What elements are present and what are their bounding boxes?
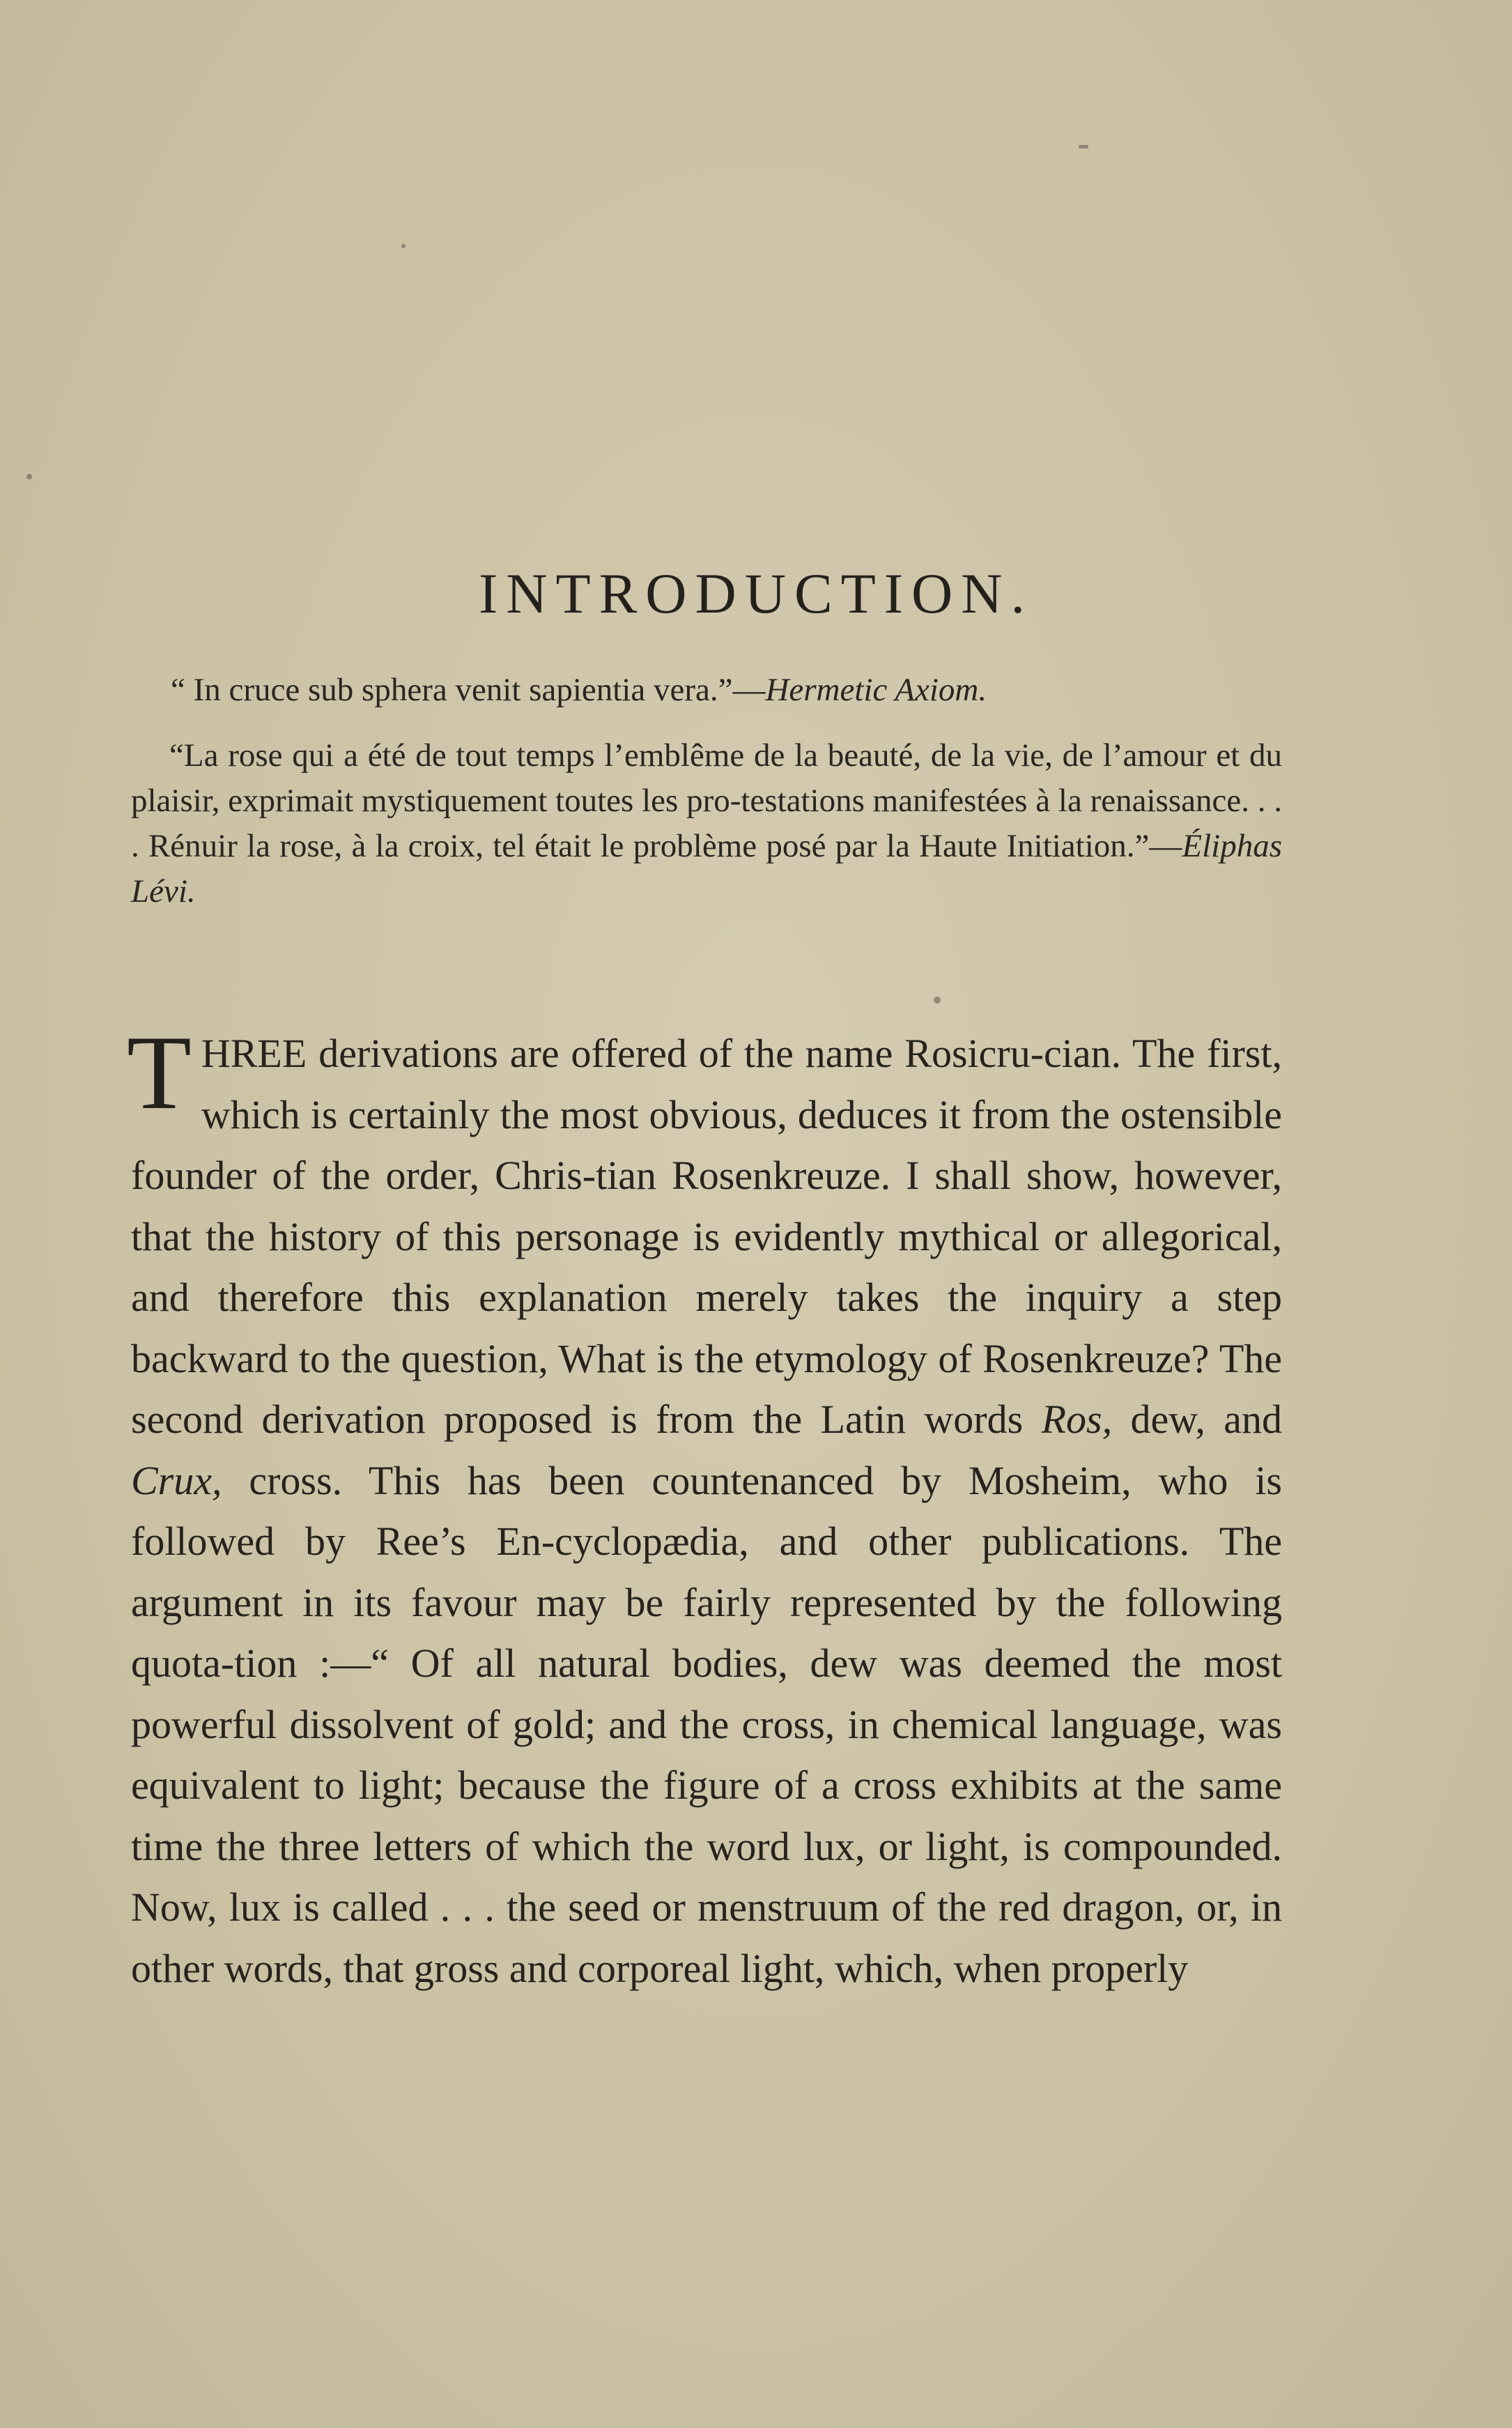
ink-speck — [934, 997, 941, 1004]
epigraph-quote: “La rose qui a été de tout temps l’emblême de la beauté, de la vie, de l’amour et du plaisir, exprimait mystiquement toutes les pro-testations manifestées à la renaissance. . . . Rénuir la rose, à la croix, tel était le problème posé par la Haute Initiation.”— — [131, 737, 1282, 864]
body-text-part: cross. This has been countenanced by Mosheim, who is followed by Ree’s En-cyclopædia, and other publications. The argument in its favour may be fairly represented by the following quota-tion :—“ Of all natural bodies, dew was deemed the most powerful dissolvent of gold; and the cross, in chemical language, was equivalent to light; because the figure of a cross exhibits at the same time the three letters of which the word lux, or light, is compounded. Now, lux is called . . . the seed or menstruum of the red dragon, or, in other words, that gross and corporeal light, which, when properly — [131, 1457, 1282, 1991]
body-text-part: HREE derivations are offered of the name Rosicru-cian. The first, which is certainly the most obvious, deduces it from the ostensible founder of the order, Chris-tian Rosenkreuze. I shall show, however, that the history of this personage is evidently mythical or allegorical, and therefore this explanation merely takes the inquiry a step backward to the question, What is the etymology of Rosenkreuze? The second derivation proposed is from the Latin words — [131, 1031, 1282, 1442]
ink-speck — [401, 244, 406, 248]
page-title: INTRODUCTION. — [479, 561, 1033, 625]
epigraph-levi — [131, 733, 1282, 914]
drop-cap: T — [127, 1014, 192, 1131]
latin-word-ros: Ros, — [1041, 1397, 1113, 1442]
epigraph-quote: “ In cruce sub sphera venit sapientia vera.”— — [171, 672, 766, 708]
ink-speck — [26, 474, 32, 479]
body-text-part: dew, and — [1112, 1397, 1283, 1442]
latin-word-crux: Crux, — [131, 1457, 222, 1503]
body-paragraph — [127, 1014, 1283, 1999]
epigraph-attribution: Hermetic Axiom. — [765, 672, 987, 708]
epigraph-hermetic — [171, 668, 1286, 712]
epigraph-attribution: Éliphas Lévi. — [131, 828, 1282, 909]
ink-speck — [1079, 145, 1088, 148]
